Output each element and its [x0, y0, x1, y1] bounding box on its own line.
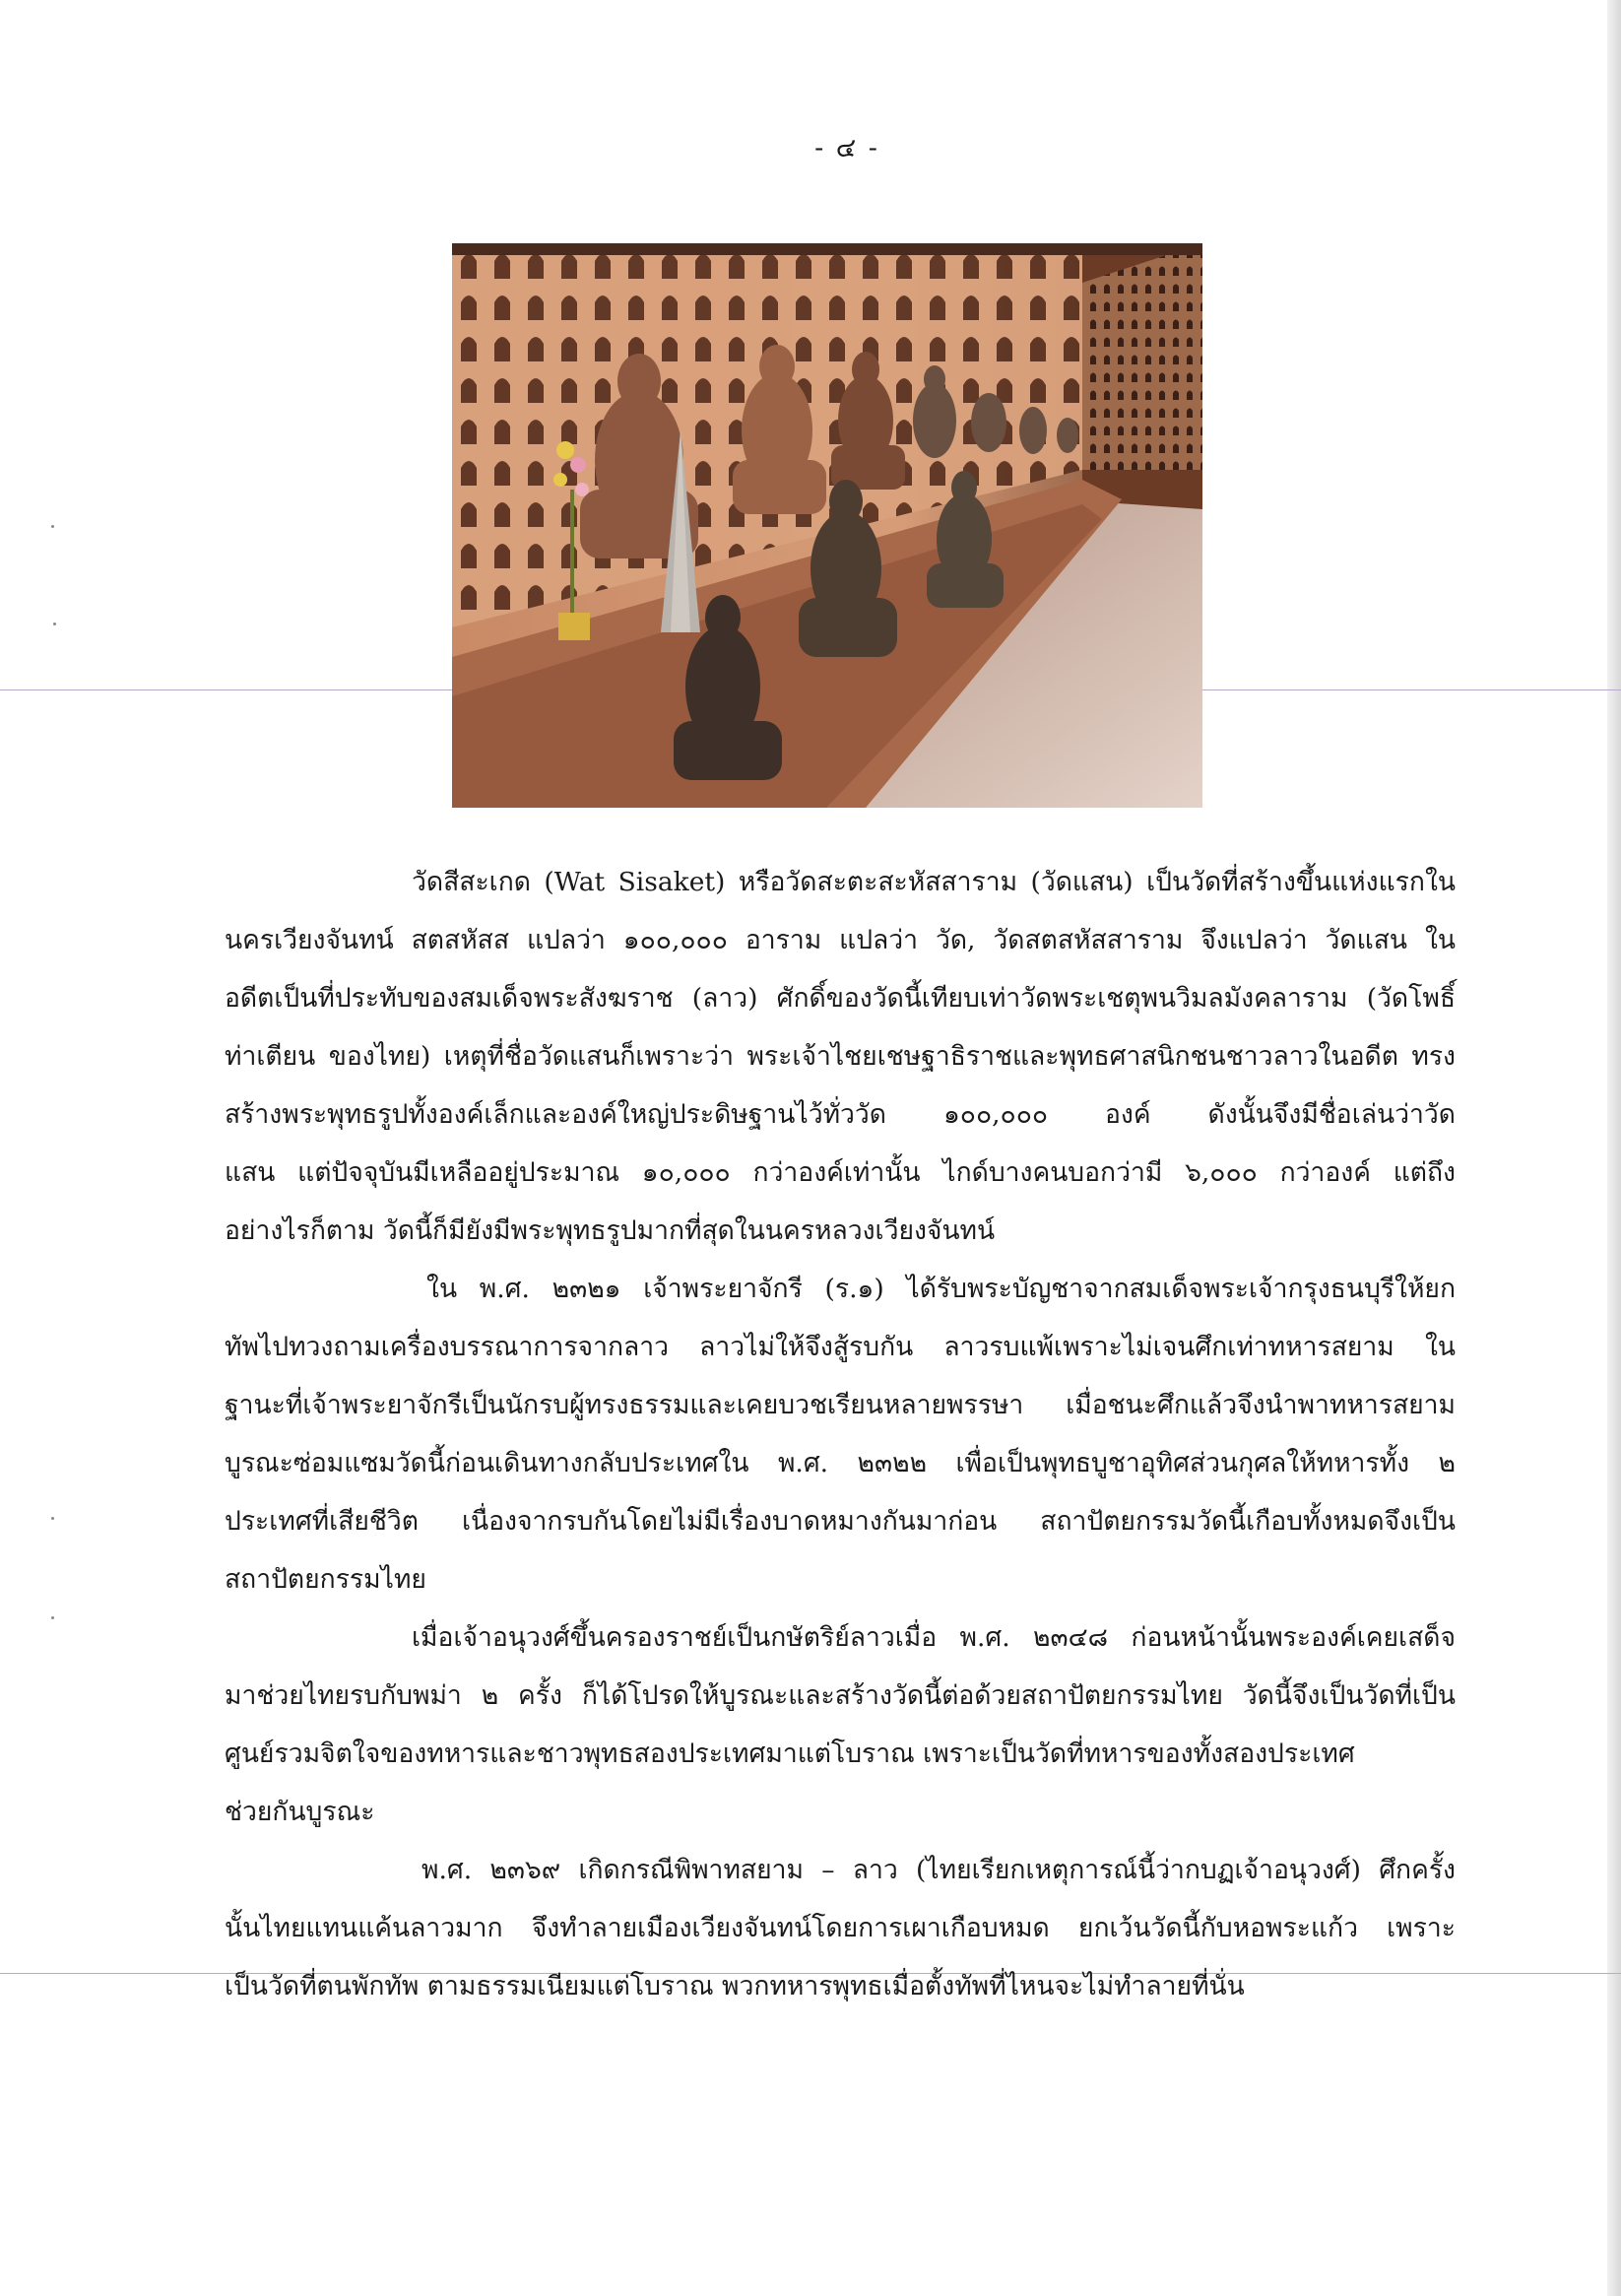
text-line: นั้นไทยแทนแค้นลาวมาก จึงทำลายเมืองเวียงจันทน์โดยการเผาเกือบหมด ยกเว้นวัดนี้กับหอพระแก้ว เพราะ: [225, 1913, 1456, 1943]
text-line: บูรณะซ่อมแซมวัดนี้ก่อนเดินทางกลับประเทศใน พ.ศ. ๒๓๒๒ เพื่อเป็นพุทธบูชาอุทิศส่วนกุศลให้ทหารทั้ง ๒: [225, 1448, 1456, 1478]
text-line: พ.ศ. ๒๓๖๙ เกิดกรณีพิพาทสยาม – ลาว (ไทยเรียกเหตุการณ์นี้ว่ากบฏเจ้าอนุวงศ์) ศึกครั้ง: [421, 1855, 1456, 1885]
body-text: [225, 853, 1456, 2015]
text-line: สร้างพระพุทธรูปทั้งองค์เล็กและองค์ใหญ่ประดิษฐานไว้ทั่ววัด ๑๐๐,๐๐๐ องค์ ดังนั้นจึงมีชื่อเล่นว่าวัด: [225, 1099, 1456, 1130]
text-line: วัดสีสะเกด (Wat Sisaket) หรือวัดสะตะสะหัสสาราม (วัดแสน) เป็นวัดที่สร้างขึ้นแห่งแรกใน: [412, 867, 1456, 897]
text-line: อดีตเป็นที่ประทับของสมเด็จพระสังฆราช (ลาว) ศักดิ์ของวัดนี้เทียบเท่าวัดพระเชตุพนวิมลมังคลาราม (วัดโพธิ์: [225, 983, 1456, 1014]
scan-speck: [51, 1517, 54, 1520]
text-line: นครเวียงจันทน์ สตสหัสส แปลว่า ๑๐๐,๐๐๐ อาราม แปลว่า วัด, วัดสตสหัสสาราม จึงแปลว่า วัดแสน ใน: [225, 925, 1456, 955]
scan-speck: [51, 525, 54, 528]
page-edge-shadow: [1607, 0, 1621, 2296]
scan-speck: [53, 623, 56, 625]
paragraph: [225, 1608, 1456, 1841]
text-line: เป็นวัดที่ตนพักทัพ ตามธรรมเนียมแต่โบราณ พวกทหารพุทธเมื่อตั้งทัพที่ไหนจะไม่ทำลายที่นั่น: [225, 1971, 1245, 2001]
scan-speck: [51, 1616, 54, 1619]
page-number: - ๔ -: [814, 133, 879, 164]
paragraph: [225, 1260, 1456, 1608]
text-line: ฐานะที่เจ้าพระยาจักรีเป็นนักรบผู้ทรงธรรมและเคยบวชเรียนหลายพรรษา เมื่อชนะศึกแล้วจึงนำพาทหารสยาม: [225, 1390, 1456, 1420]
text-line: ศูนย์รวมจิตใจของทหารและชาวพุทธสองประเทศมาแต่โบราณ เพราะเป็นวัดที่ทหารของทั้งสองประเทศ: [225, 1738, 1355, 1769]
text-line: แสน แต่ปัจจุบันมีเหลืออยู่ประมาณ ๑๐,๐๐๐ กว่าองค์เท่านั้น ไกด์บางคนบอกว่ามี ๖,๐๐๐ กว่าองค์ แต่ถึง: [225, 1157, 1456, 1188]
text-line: ประเทศที่เสียชีวิต เนื่องจากรบกันโดยไม่มีเรื่องบาดหมางกันมาก่อน สถาปัตยกรรมวัดนี้เกือบทั้งหมดจึงเป็น: [225, 1506, 1456, 1537]
text-line: ท่าเตียน ของไทย) เหตุที่ชื่อวัดแสนก็เพราะว่า พระเจ้าไชยเชษฐาธิราชและพุทธศาสนิกชนชาวลาวในอดีต ทรง: [225, 1041, 1456, 1072]
paragraph: [225, 853, 1456, 1260]
paragraph: [225, 1841, 1456, 2015]
text-line: ทัพไปทวงถามเครื่องบรรณาการจากลาว ลาวไม่ให้จึงสู้รบกัน ลาวรบแพ้เพราะไม่เจนศึกเท่าทหารสยาม ใน: [225, 1332, 1456, 1362]
text-line: ใน พ.ศ. ๒๓๒๑ เจ้าพระยาจักรี (ร.๑) ได้รับพระบัญชาจากสมเด็จพระเจ้ากรุงธนบุรีให้ยก: [426, 1274, 1456, 1304]
text-line: เมื่อเจ้าอนุวงศ์ขึ้นครองราชย์เป็นกษัตริย์ลาวเมื่อ พ.ศ. ๒๓๔๘ ก่อนหน้านั้นพระองค์เคยเสด็จ: [412, 1622, 1456, 1653]
text-line: สถาปัตยกรรมไทย: [225, 1564, 426, 1595]
wat-sisaket-photo: [452, 243, 1202, 808]
text-line: อย่างไรก็ตาม วัดนี้ก็มียังมีพระพุทธรูปมากที่สุดในนครหลวงเวียงจันทน์: [225, 1215, 996, 1246]
text-line: มาช่วยไทยรบกับพม่า ๒ ครั้ง ก็ได้โปรดให้บูรณะและสร้างวัดนี้ต่อด้วยสถาปัตยกรรมไทย วัดนี้จึงเป็นวัดที่เป็น: [225, 1680, 1456, 1711]
text-line: ช่วยกันบูรณะ: [225, 1797, 375, 1827]
